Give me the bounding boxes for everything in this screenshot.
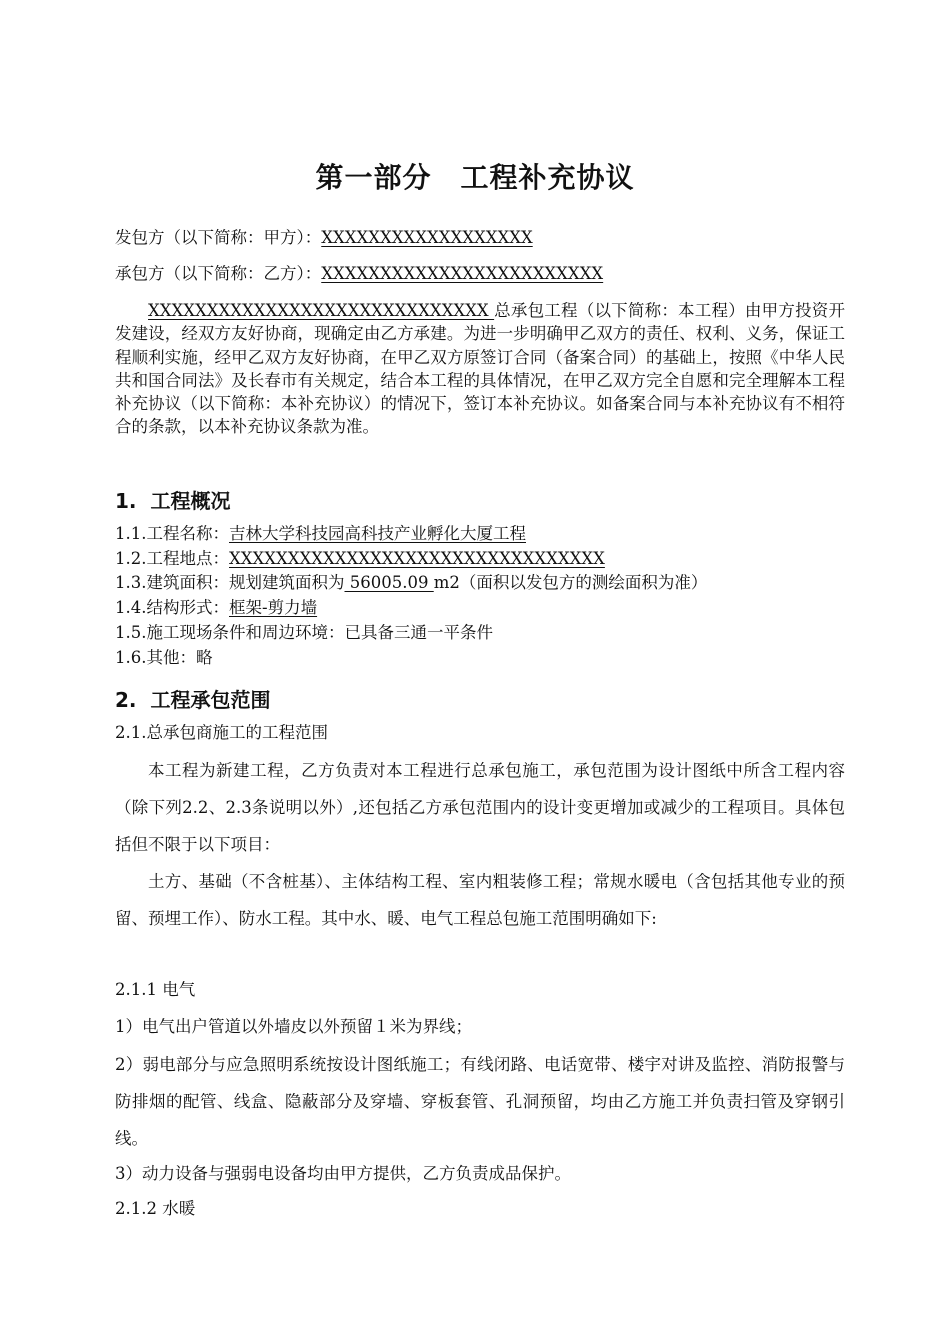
overview-item-site (115, 623, 845, 643)
plumbing-heading: 2.1.2 水暖 (115, 1199, 196, 1218)
electrical-item-3: 3）动力设备与强弱电设备均由甲方提供，乙方负责成品保护。 (115, 1164, 571, 1183)
overview-item-label: 1.2.工程地点： (115, 549, 229, 568)
overview-item-other (115, 648, 845, 668)
overview-item-name (115, 524, 845, 544)
intro-paragraph (115, 299, 845, 439)
overview-item-label: 1.3.建筑面积：规划建筑面积为 (115, 573, 345, 592)
overview-item-location (115, 549, 845, 569)
overview-item-label: 1.1.工程名称： (115, 524, 229, 543)
project-name-placeholder: XXXXXXXXXXXXXXXXXXXXXXXXXXXXX (148, 301, 495, 320)
overview-item-label: 1.5.施工现场条件和周边环境：已具备三通一平条件 (115, 623, 493, 642)
overview-item-value: XXXXXXXXXXXXXXXXXXXXXXXXXXXXXXXX (229, 549, 605, 568)
employer-value: XXXXXXXXXXXXXXXXXX (321, 228, 533, 247)
scope-paragraph-1: 本工程为新建工程，乙方负责对本工程进行总承包施工，承包范围为设计图纸中所含工程内容（除下列2.2、2.3条说明以外）,还包括乙方承包范围内的设计变更增加或减少的工程项目。具体包括但不限于以下项目： (115, 761, 845, 854)
overview-item-label: 1.4.结构形式： (115, 598, 229, 617)
electrical-item-2: 2）弱电部分与应急照明系统按设计图纸施工；有线闭路、电话宽带、楼宇对讲及监控、消防报警与防排烟的配管、线盒、隐蔽部分及穿墙、穿板套管、孔洞预留，均由乙方施工并负责扫管及穿钢引线。 (115, 1055, 845, 1148)
section-heading-overview: 1. 工程概况 (115, 489, 231, 513)
overview-item-label: 1.6.其他：略 (115, 648, 213, 667)
overview-item-value: 框架-剪力墙 (229, 598, 318, 617)
scope-paragraph-2: 土方、基础（不含桩基）、主体结构工程、室内粗装修工程；常规水暖电（含包括其他专业的预留、预埋工作）、防水工程。其中水、暖、电气工程总包施工范围明确如下: (115, 872, 845, 928)
overview-item-value: 56005.09 (344, 573, 434, 592)
overview-item-structure (115, 598, 845, 618)
intro-text: 总承包工程（以下简称：本工程）由甲方投资开发建设，经双方友好协商，现确定由乙方承建。为进一步明确甲乙双方的责任、权利、义务，保证工程顺利实施，经甲乙双方友好协商，在甲乙双方原签订合同（备案合同）的基础上，按照《中华人民共和国合同法》及长春市有关规定，结合本工程的具体情况，在甲乙双方完全自愿和完全理解本工程补充协议（以下简称：本补充协议）的情况下，签订本补充协议。如备案合同与本补充协议有不相符合的条款，以本补充协议条款为准。 (115, 301, 845, 437)
electrical-heading: 2.1.1 电气 (115, 980, 196, 999)
overview-item-suffix: m2（面积以发包方的测绘面积为准） (433, 573, 708, 592)
electrical-item-1: 1）电气出户管道以外墙皮以外预留１米为界线； (115, 1017, 472, 1036)
employer-line (115, 228, 845, 248)
section-heading-scope: 2. 工程承包范围 (115, 688, 271, 712)
scope-subheading: 2.1.总承包商施工的工程范围 (115, 723, 328, 742)
employer-label: 发包方（以下简称：甲方）： (115, 228, 322, 247)
overview-item-value: 吉林大学科技园高科技产业孵化大厦工程 (229, 524, 526, 543)
page-title: 第一部分 工程补充协议 (315, 161, 635, 194)
contractor-value: XXXXXXXXXXXXXXXXXXXXXXXX (321, 264, 604, 283)
overview-item-area (115, 573, 845, 593)
contractor-line (115, 264, 845, 284)
contractor-label: 承包方（以下简称：乙方）： (115, 264, 322, 283)
